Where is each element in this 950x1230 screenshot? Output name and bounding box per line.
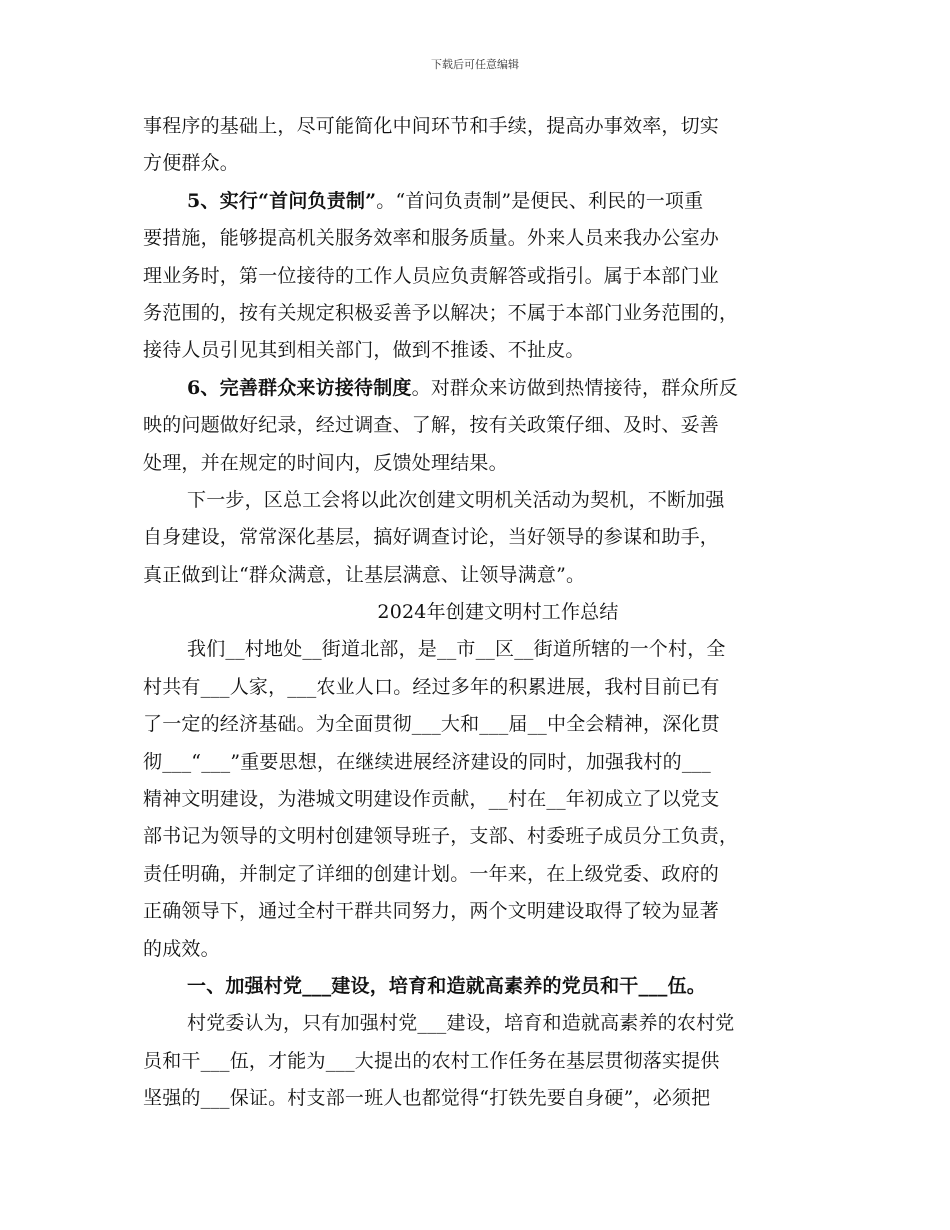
text-line: 精神文明建设，为港城文明建设作贡献，__村在__年初成立了以党支 <box>143 788 720 811</box>
text-line: 下一步，区总工会将以此次创建文明机关活动为契机，不断加强 <box>187 488 725 511</box>
text-line: 村共有___人家，___农业人口。经过多年的积累进展，我村目前已有 <box>143 675 720 698</box>
text-line: 员和干___伍，才能为___大提出的农村工作任务在基层贯彻落实提供 <box>143 1049 720 1072</box>
text-line <box>143 370 823 407</box>
text-line: 部书记为领导的文明村创建领导班子，支部、村委班子成员分工负责， <box>143 825 739 848</box>
text-line: 村党委认为，只有加强村党___建设，培育和造就高素养的农村党 <box>187 1012 735 1035</box>
text-line: 自身建设，常常深化基层，搞好调查讨论，当好领导的参谋和助手， <box>143 526 720 549</box>
text-line: 我们__村地处__街道北部，是__市__区__街道所辖的一个村，全 <box>187 638 726 661</box>
text-line: 彻___“___”重要思想，在继续进展经济建设的同时，加强我村的___ <box>143 750 711 773</box>
section-title: 2024年创建文明村工作总结 <box>377 601 619 624</box>
text-line: 事程序的基础上，尽可能简化中间环节和手续，提高办事效率，切实 <box>143 115 720 137</box>
text-line: 接待人员引见其到相关部门，做到不推诿、不扯皮。 <box>143 339 585 362</box>
text-line: 处理，并在规定的时间内，反馈处理结果。 <box>143 451 508 474</box>
text-line: 要措施，能够提高机关服务效率和服务质量。外来人员来我办公室办 <box>143 227 720 250</box>
text-line: 了一定的经济基础。为全面贯彻___大和___届__中全会精神，深化贯 <box>143 713 720 736</box>
text-line: 的成效。 <box>143 937 220 960</box>
text-line: 正确领导下，通过全村干群共同努力，两个文明建设取得了较为显著 <box>143 900 720 923</box>
page-header: 下载后可任意编辑 <box>431 58 519 71</box>
item-heading: 6、完善群众来访接待制度 <box>187 376 412 399</box>
text-line: 务范围的，按有关规定积极妥善予以解决；不属于本部门业务范围的， <box>143 301 739 324</box>
section-heading: 一、加强村党___建设，培育和造就高素养的党员和干___伍。 <box>187 974 707 997</box>
text-line <box>143 183 823 220</box>
text-line: 真正做到让“群众满意，让基层满意、让领导满意”。 <box>143 563 586 586</box>
item-text: 。对群众来访做到热情接待，群众所反 <box>411 376 739 399</box>
text-line: 映的问题做好纪录，经过调查、了解，按有关政策仔细、及时、妥善 <box>143 414 720 437</box>
item-text: 。“首问负责制”是便民、利民的一项重 <box>376 189 704 212</box>
document-body <box>143 108 823 1118</box>
text-line: 责任明确，并制定了详细的创建计划。一年来，在上级党委、政府的 <box>143 862 720 885</box>
item-heading: 5、实行“首问负责制” <box>187 189 377 212</box>
text-line: 坚强的___保证。村支部一班人也都觉得“打铁先要自身硬”，必须把 <box>143 1087 711 1110</box>
text-line: 方便群众。 <box>143 152 240 175</box>
text-line: 理业务时，第一位接待的工作人员应负责解答或指引。属于本部门业 <box>143 264 720 287</box>
